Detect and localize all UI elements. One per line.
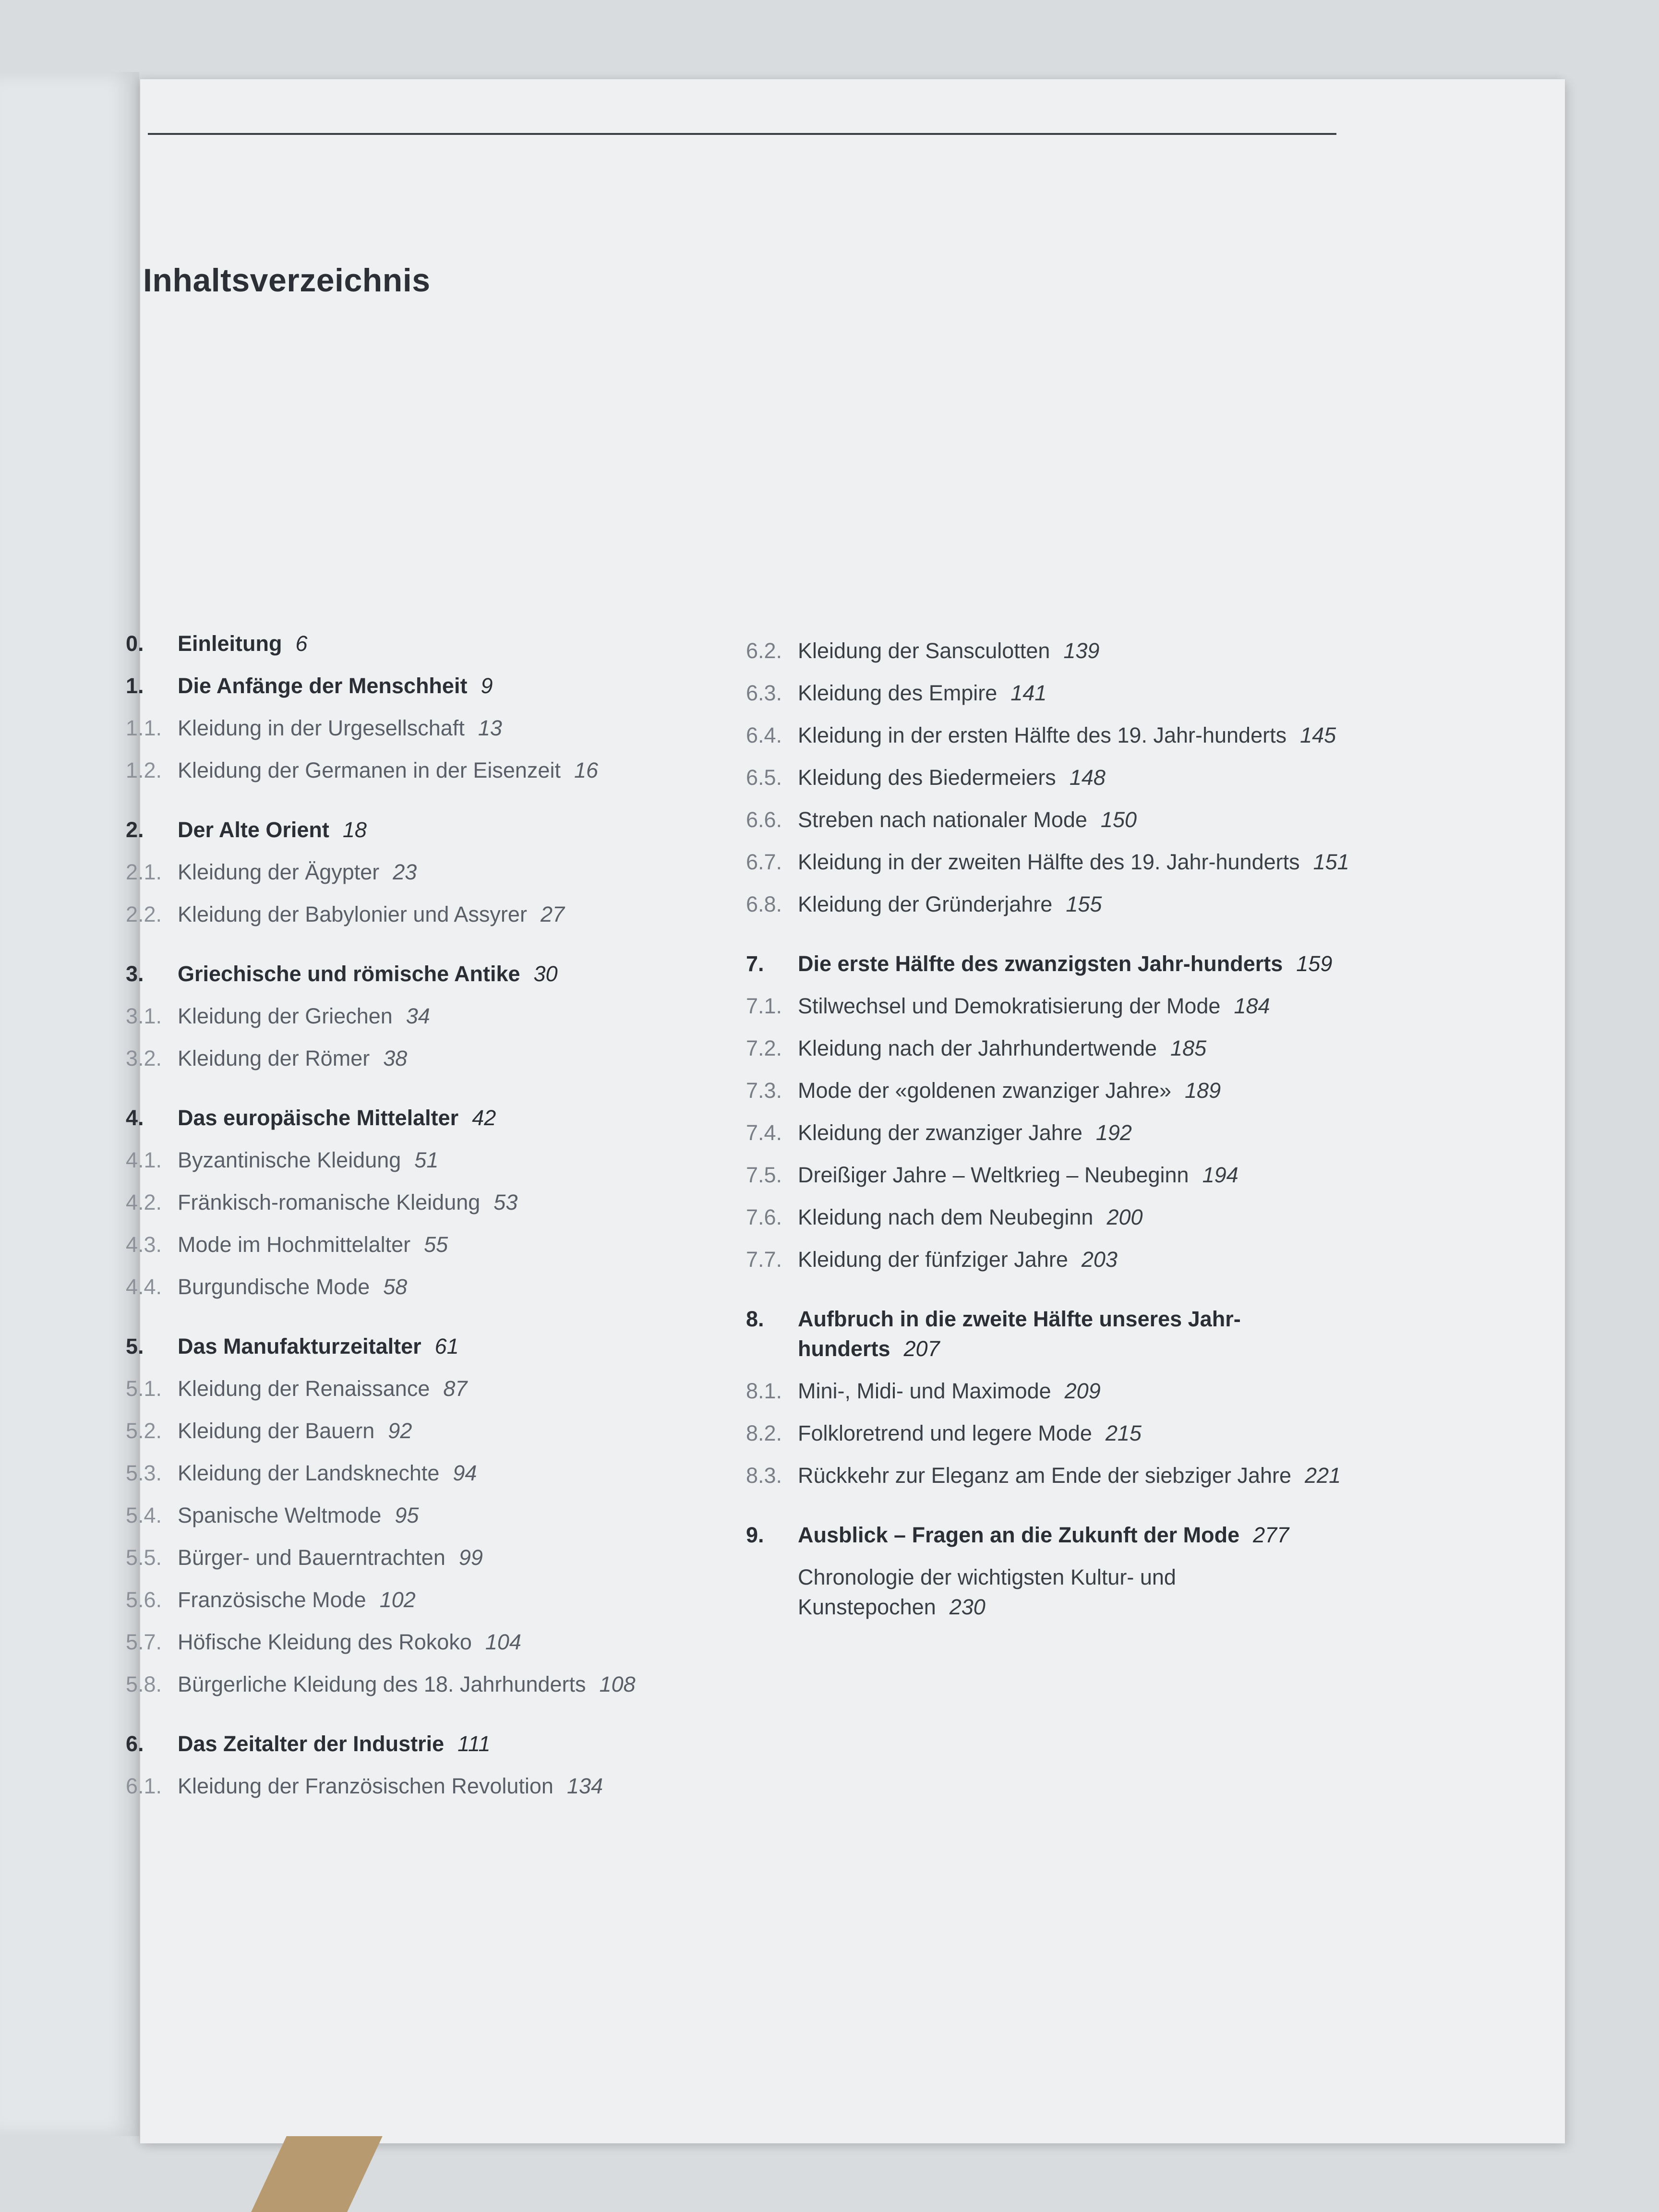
toc-entry-label: Stilwechsel und Demokratisierung der Mode bbox=[798, 994, 1221, 1018]
toc-entry-page: 230 bbox=[949, 1595, 986, 1619]
toc-entry-label: Chronologie der wichtigsten Kultur- und Kunstepochen bbox=[798, 1565, 1176, 1619]
facing-page bbox=[0, 72, 139, 2136]
toc-entry-number: 5.5. bbox=[126, 1545, 162, 1570]
toc-entry-page: 6 bbox=[295, 631, 308, 656]
toc-entry bbox=[126, 629, 740, 659]
toc-entry-label: Kleidung der zwanziger Jahre bbox=[798, 1120, 1082, 1145]
toc-entry-label: Kleidung der Bauern bbox=[178, 1419, 375, 1443]
toc-entry-label: Byzantinische Kleidung bbox=[178, 1148, 401, 1172]
toc-entry-number: 1.1. bbox=[126, 716, 162, 740]
toc-entry-label: Die Anfänge der Menschheit bbox=[178, 673, 468, 698]
toc-entry-page: 51 bbox=[414, 1148, 439, 1172]
toc-entry-label: Kleidung der Griechen bbox=[178, 1004, 393, 1028]
toc-entry-label: Französische Mode bbox=[178, 1587, 366, 1612]
toc-entry-page: 215 bbox=[1105, 1421, 1142, 1445]
toc-entry-number: 5.2. bbox=[126, 1419, 162, 1443]
toc-entry bbox=[126, 1044, 740, 1073]
toc-entry-number: 7.6. bbox=[746, 1205, 782, 1229]
toc-entry-label: Fränkisch-romanische Kleidung bbox=[178, 1190, 481, 1214]
toc-entry-label: Kleidung nach der Jahrhundertwende bbox=[798, 1036, 1157, 1060]
toc-entry-page: 207 bbox=[903, 1336, 940, 1361]
toc-entry-label: Spanische Weltmode bbox=[178, 1503, 382, 1527]
toc-entry-page: 87 bbox=[443, 1376, 468, 1401]
header-rule bbox=[148, 133, 1336, 135]
toc-entry-number: 3.1. bbox=[126, 1004, 162, 1028]
toc-entry-page: 221 bbox=[1305, 1463, 1341, 1488]
toc-entry bbox=[126, 900, 740, 929]
toc-entry bbox=[746, 1304, 1360, 1364]
toc-entry-number: 0. bbox=[126, 631, 144, 656]
toc-entry bbox=[126, 815, 740, 845]
toc-entry-page: 102 bbox=[379, 1587, 416, 1612]
toc-entry-number: 7.2. bbox=[746, 1036, 782, 1060]
toc-entry-page: 194 bbox=[1202, 1163, 1238, 1187]
toc-entry-page: 99 bbox=[458, 1545, 483, 1570]
toc-entry bbox=[126, 1670, 740, 1699]
toc-entry-label: Kleidung der Französischen Revolution bbox=[178, 1774, 553, 1798]
toc-entry-page: 18 bbox=[342, 817, 367, 842]
toc-entry-label: Bürgerliche Kleidung des 18. Jahrhunderts bbox=[178, 1672, 586, 1696]
toc-entry-page: 30 bbox=[533, 962, 558, 986]
toc-entry bbox=[746, 1461, 1360, 1491]
toc-entry-label: Griechische und römische Antike bbox=[178, 962, 520, 986]
toc-entry-number: 6.8. bbox=[746, 892, 782, 916]
toc-entry bbox=[746, 1563, 1360, 1622]
toc-entry-page: 16 bbox=[574, 758, 599, 782]
toc-entry-label: Die erste Hälfte des zwanzigsten Jahr-hunderts bbox=[798, 951, 1283, 976]
toc-entry-label: Der Alte Orient bbox=[178, 817, 329, 842]
toc-entry bbox=[746, 991, 1360, 1021]
toc-entry-label: Rückkehr zur Eleganz am Ende der siebziger Jahre bbox=[798, 1463, 1292, 1488]
toc-entry-number: 9. bbox=[746, 1523, 764, 1547]
toc-entry-label: Das Zeitalter der Industrie bbox=[178, 1731, 445, 1756]
toc-entry bbox=[746, 1202, 1360, 1232]
toc-entry-page: 53 bbox=[493, 1190, 518, 1214]
page-title: Inhaltsverzeichnis bbox=[143, 262, 431, 299]
toc-entry-label: Das Manufakturzeitalter bbox=[178, 1334, 421, 1358]
toc-entry-page: 38 bbox=[383, 1046, 408, 1070]
toc-entry-page: 42 bbox=[472, 1106, 496, 1130]
toc-entry-number: 6.3. bbox=[746, 681, 782, 705]
toc-entry bbox=[126, 1230, 740, 1260]
toc-entry-page: 145 bbox=[1300, 723, 1336, 747]
toc-entry-label: Streben nach nationaler Mode bbox=[798, 807, 1087, 832]
toc-entry bbox=[126, 1332, 740, 1361]
toc-entry-label: Kleidung in der Urgesellschaft bbox=[178, 716, 465, 740]
toc-entry-page: 185 bbox=[1170, 1036, 1207, 1060]
toc-entry bbox=[126, 1501, 740, 1530]
toc-entry bbox=[126, 1001, 740, 1031]
toc-entry-page: 277 bbox=[1253, 1523, 1289, 1547]
toc-entry-number: 5. bbox=[126, 1334, 144, 1358]
toc-entry-number: 8.2. bbox=[746, 1421, 782, 1445]
toc-entry-number: 2.2. bbox=[126, 902, 162, 926]
toc-entry bbox=[126, 1729, 740, 1759]
toc-entry-number: 4.4. bbox=[126, 1274, 162, 1299]
toc-entry bbox=[126, 671, 740, 701]
toc-entry-number: 5.1. bbox=[126, 1376, 162, 1401]
toc-entry-page: 34 bbox=[406, 1004, 430, 1028]
toc-entry-label: Mode der «goldenen zwanziger Jahre» bbox=[798, 1078, 1172, 1103]
toc-entry-label: Kleidung der Renaissance bbox=[178, 1376, 430, 1401]
toc-entry-label: Kleidung der Landsknechte bbox=[178, 1461, 440, 1485]
toc-entry bbox=[746, 678, 1360, 708]
toc-entry bbox=[746, 1076, 1360, 1106]
toc-right-column bbox=[746, 636, 1360, 1622]
toc-entry bbox=[126, 1543, 740, 1573]
toc-entry-number: 6.1. bbox=[126, 1774, 162, 1798]
toc-entry-number: 6.7. bbox=[746, 850, 782, 874]
toc-entry bbox=[126, 1188, 740, 1217]
toc-entry-page: 111 bbox=[457, 1731, 491, 1756]
toc-entry bbox=[126, 959, 740, 989]
toc-entry bbox=[126, 713, 740, 743]
toc-entry-number: 6.5. bbox=[746, 765, 782, 790]
toc-entry-number: 7.1. bbox=[746, 994, 782, 1018]
toc-entry-label: Kleidung der Ägypter bbox=[178, 860, 380, 884]
toc-entry-label: Dreißiger Jahre – Weltkrieg – Neubeginn bbox=[798, 1163, 1189, 1187]
toc-entry-number: 8.1. bbox=[746, 1379, 782, 1403]
toc-entry-page: 209 bbox=[1064, 1379, 1101, 1403]
toc-entry-number: 6.2. bbox=[746, 638, 782, 663]
toc-entry-page: 104 bbox=[485, 1630, 521, 1654]
toc-entry-number: 4.2. bbox=[126, 1190, 162, 1214]
toc-entry-number: 8. bbox=[746, 1307, 764, 1331]
toc-entry-label: Kleidung der Römer bbox=[178, 1046, 370, 1070]
toc-entry bbox=[746, 1160, 1360, 1190]
toc-entry-page: 23 bbox=[393, 860, 417, 884]
toc-entry bbox=[126, 756, 740, 785]
toc-entry-label: Ausblick – Fragen an die Zukunft der Mode bbox=[798, 1523, 1240, 1547]
toc-entry bbox=[746, 1034, 1360, 1063]
toc-entry-number: 4.3. bbox=[126, 1232, 162, 1257]
toc-entry bbox=[746, 1118, 1360, 1148]
toc-entry-page: 189 bbox=[1185, 1078, 1221, 1103]
toc-entry bbox=[746, 1245, 1360, 1274]
toc-entry-number: 4. bbox=[126, 1106, 144, 1130]
toc-entry-page: 151 bbox=[1313, 850, 1349, 874]
toc-entry-number: 8.3. bbox=[746, 1463, 782, 1488]
toc-entry-label: Aufbruch in die zweite Hälfte unseres Jahr-hunderts bbox=[798, 1307, 1241, 1361]
toc-entry bbox=[746, 890, 1360, 919]
toc-entry-number: 7.3. bbox=[746, 1078, 782, 1103]
toc-entry-number: 5.3. bbox=[126, 1461, 162, 1485]
toc-entry-label: Burgundische Mode bbox=[178, 1274, 370, 1299]
toc-entry-page: 150 bbox=[1100, 807, 1137, 832]
toc-entry-page: 203 bbox=[1081, 1247, 1118, 1272]
toc-entry-page: 200 bbox=[1106, 1205, 1143, 1229]
toc-entry-label: Kleidung in der ersten Hälfte des 19. Jahr-hunderts bbox=[798, 723, 1287, 747]
toc-entry-number: 4.1. bbox=[126, 1148, 162, 1172]
toc-entry-page: 95 bbox=[395, 1503, 419, 1527]
toc-entry-number: 7.4. bbox=[746, 1120, 782, 1145]
toc-entry bbox=[126, 1585, 740, 1615]
toc-entry-label: Mode im Hochmittelalter bbox=[178, 1232, 411, 1257]
toc-entry-page: 55 bbox=[424, 1232, 448, 1257]
toc-entry-number: 6. bbox=[126, 1731, 144, 1756]
toc-entry-number: 7.7. bbox=[746, 1247, 782, 1272]
book-spine-corner bbox=[251, 2136, 383, 2212]
toc-entry-number: 7.5. bbox=[746, 1163, 782, 1187]
toc-entry bbox=[126, 1272, 740, 1302]
toc-entry-number: 1. bbox=[126, 673, 144, 698]
toc-entry-page: 134 bbox=[566, 1774, 603, 1798]
toc-entry bbox=[126, 1416, 740, 1446]
toc-entry-number: 6.4. bbox=[746, 723, 782, 747]
toc-entry-label: Kleidung der Sansculotten bbox=[798, 638, 1050, 663]
toc-entry bbox=[746, 1520, 1360, 1550]
toc-entry-page: 92 bbox=[388, 1419, 412, 1443]
toc-entry bbox=[126, 1374, 740, 1404]
toc-entry-page: 58 bbox=[383, 1274, 408, 1299]
toc-entry-label: Kleidung der Germanen in der Eisenzeit bbox=[178, 758, 561, 782]
toc-entry-label: Mini-, Midi- und Maximode bbox=[798, 1379, 1051, 1403]
toc-entry-label: Kleidung des Empire bbox=[798, 681, 998, 705]
toc-entry-number: 6.6. bbox=[746, 807, 782, 832]
toc-entry-number: 2.1. bbox=[126, 860, 162, 884]
toc-entry bbox=[126, 1627, 740, 1657]
toc-entry-page: 27 bbox=[540, 902, 565, 926]
toc-entry bbox=[746, 721, 1360, 750]
toc-entry-page: 9 bbox=[481, 673, 493, 698]
toc-entry-label: Höfische Kleidung des Rokoko bbox=[178, 1630, 472, 1654]
toc-entry-label: Kleidung nach dem Neubeginn bbox=[798, 1205, 1094, 1229]
toc-entry-label: Bürger- und Bauerntrachten bbox=[178, 1545, 445, 1570]
toc-entry bbox=[746, 805, 1360, 835]
toc-entry-page: 61 bbox=[434, 1334, 459, 1358]
toc-entry-label: Kleidung in der zweiten Hälfte des 19. Jahr-hunderts bbox=[798, 850, 1300, 874]
toc-entry-page: 94 bbox=[453, 1461, 477, 1485]
toc-entry-page: 192 bbox=[1095, 1120, 1132, 1145]
toc-entry bbox=[126, 1458, 740, 1488]
toc-entry-label: Kleidung der fünfziger Jahre bbox=[798, 1247, 1068, 1272]
toc-entry-page: 13 bbox=[478, 716, 502, 740]
toc-entry bbox=[126, 1145, 740, 1175]
toc-entry-number: 3. bbox=[126, 962, 144, 986]
toc-entry-label: Einleitung bbox=[178, 631, 282, 656]
toc-entry-number: 5.7. bbox=[126, 1630, 162, 1654]
toc-entry-page: 139 bbox=[1063, 638, 1100, 663]
toc-left-column bbox=[126, 629, 740, 1801]
toc-entry-number: 7. bbox=[746, 951, 764, 976]
toc-entry-label: Folkloretrend und legere Mode bbox=[798, 1421, 1092, 1445]
toc-entry-label: Kleidung des Biedermeiers bbox=[798, 765, 1056, 790]
toc-entry bbox=[746, 847, 1360, 877]
toc-entry-number: 2. bbox=[126, 817, 144, 842]
toc-entry-page: 148 bbox=[1069, 765, 1106, 790]
toc-entry bbox=[746, 763, 1360, 793]
toc-entry bbox=[126, 857, 740, 887]
toc-entry bbox=[126, 1103, 740, 1133]
toc-entry-number: 5.8. bbox=[126, 1672, 162, 1696]
toc-entry bbox=[746, 636, 1360, 666]
toc-entry-number: 5.6. bbox=[126, 1587, 162, 1612]
toc-entry bbox=[746, 949, 1360, 979]
toc-entry-label: Das europäische Mittelalter bbox=[178, 1106, 459, 1130]
toc-entry-number: 1.2. bbox=[126, 758, 162, 782]
toc-entry bbox=[126, 1771, 740, 1801]
toc-entry-label: Kleidung der Babylonier und Assyrer bbox=[178, 902, 527, 926]
toc-entry-page: 159 bbox=[1296, 951, 1333, 976]
toc-entry-page: 155 bbox=[1066, 892, 1102, 916]
toc-entry bbox=[746, 1419, 1360, 1448]
toc-entry-number: 5.4. bbox=[126, 1503, 162, 1527]
toc-entry-number: 3.2. bbox=[126, 1046, 162, 1070]
toc-entry-page: 141 bbox=[1010, 681, 1047, 705]
toc-entry-page: 184 bbox=[1234, 994, 1270, 1018]
toc-entry bbox=[746, 1376, 1360, 1406]
toc-entry-page: 108 bbox=[599, 1672, 636, 1696]
toc-entry-label: Kleidung der Gründerjahre bbox=[798, 892, 1053, 916]
